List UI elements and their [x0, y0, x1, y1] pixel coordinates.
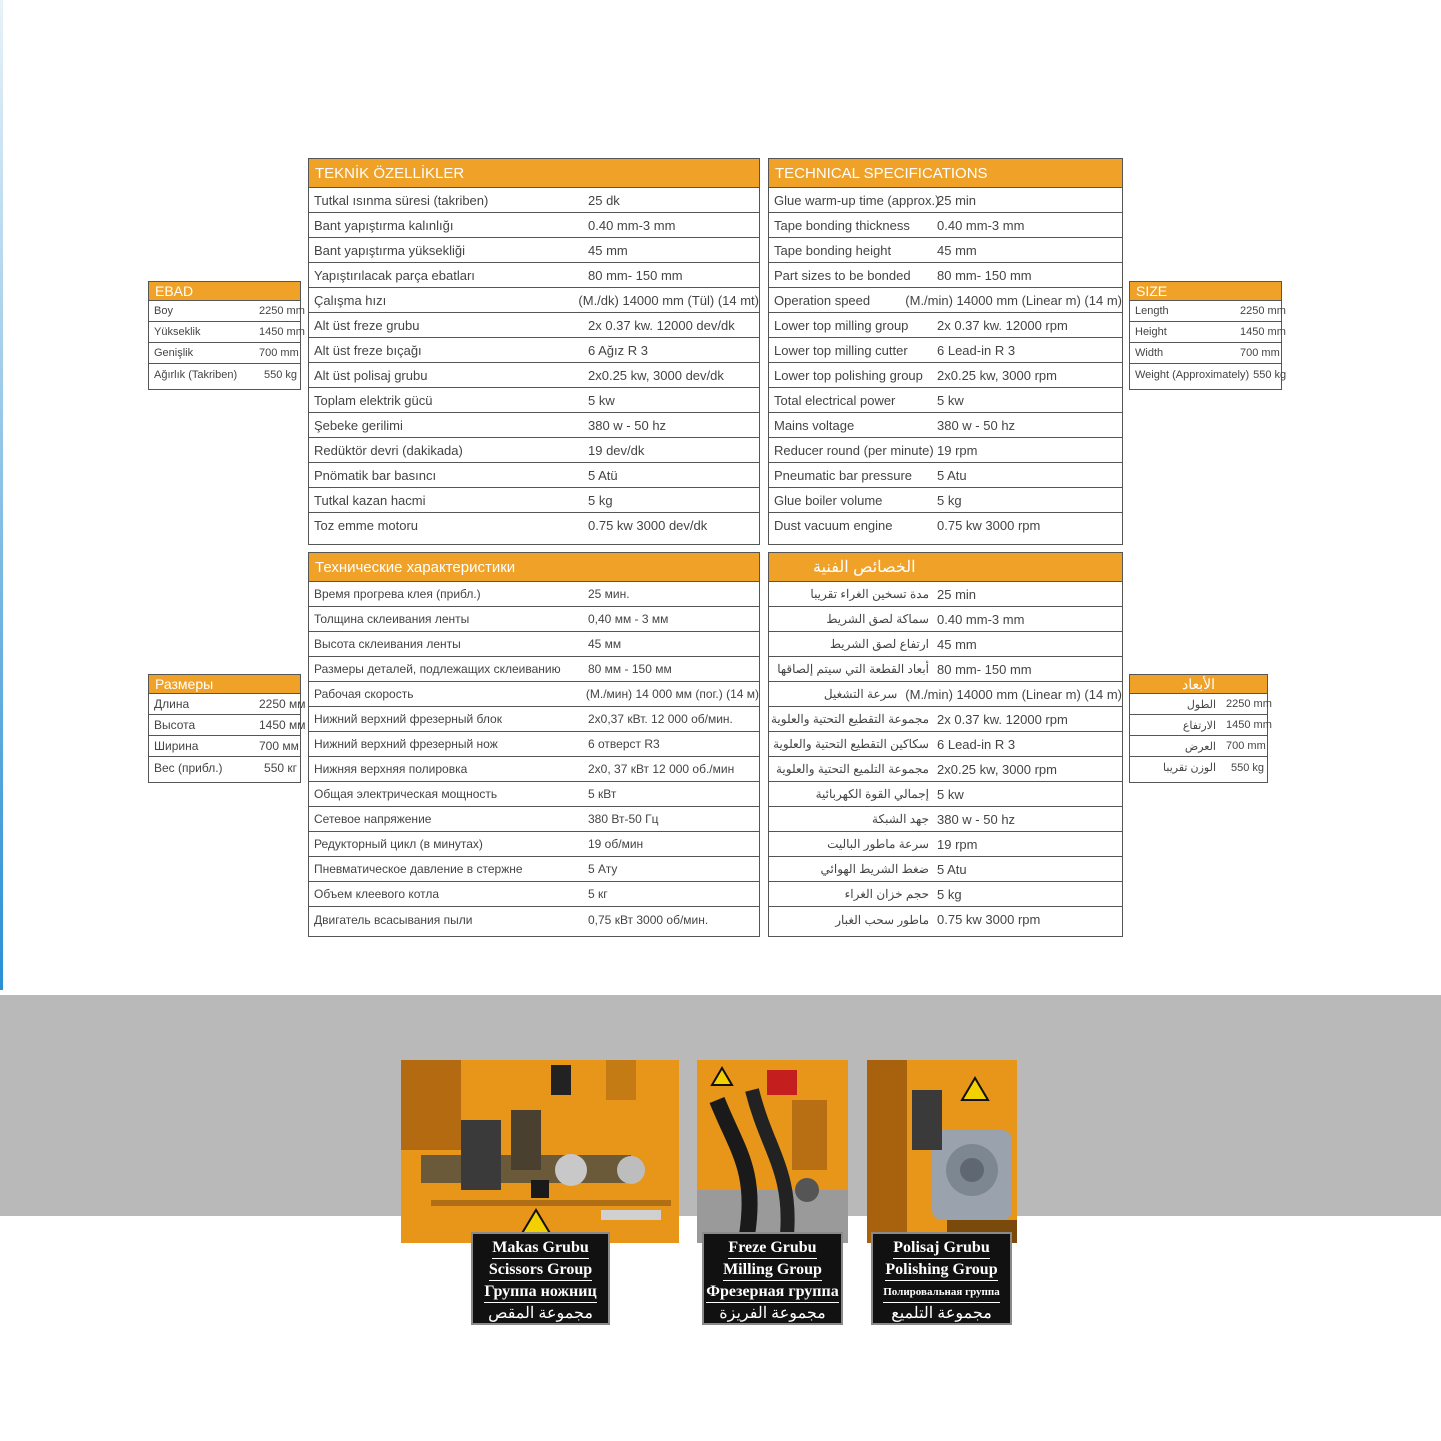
spec-value: 2х0,37 кВт. 12 000 об/мин. [588, 712, 733, 726]
spec-label: Нижний верхний фрезерный блок [314, 712, 502, 726]
size-value: 1450 mm [1240, 326, 1286, 338]
size-label: Width [1135, 347, 1164, 359]
spec-row [769, 582, 1122, 607]
spec-label: Çalışma hızı [314, 292, 387, 308]
caption-line: مجموعة المقص والقطع [488, 1305, 593, 1344]
spec-row [309, 388, 759, 413]
spec-row [309, 657, 759, 682]
size-value: 550 kg [1253, 368, 1287, 381]
spec-label: Двигатель всасывания пыли [314, 912, 473, 927]
size-row [1130, 757, 1267, 778]
spec-row [769, 857, 1122, 882]
size-table-english [1129, 281, 1287, 390]
caption-line: Freze Grubu [728, 1238, 816, 1259]
spec-row [309, 832, 759, 857]
spec-value: 25 min [937, 586, 977, 602]
spec-value: 6 Lead-in R 3 [937, 342, 1016, 358]
size-value: 700 mm [1226, 740, 1266, 752]
spec-row [309, 238, 759, 263]
spec-label: Glue boiler volume [774, 492, 883, 508]
spec-table-english [768, 158, 1123, 545]
size-label: Вес (прибл.) [154, 760, 223, 775]
spec-value: 6 отверст R3 [588, 737, 660, 751]
size-row [1130, 736, 1267, 757]
spec-value: 2x0.25 kw, 3000 rpm [937, 761, 1057, 777]
caption-line: Фрезерная группа [706, 1282, 838, 1303]
size-row [149, 736, 300, 757]
spec-row [769, 632, 1122, 657]
spec-row [769, 463, 1122, 488]
spec-value: 6 Ağız R 3 [588, 342, 648, 358]
spec-value: 5 kw [937, 392, 964, 408]
size-row [149, 322, 305, 343]
size-row [149, 364, 300, 385]
spec-label: Bant yapıştırma yüksekliği [314, 242, 466, 258]
spec-row [769, 757, 1122, 782]
size-value: 550 kg [263, 368, 297, 381]
size-label: العرض [1184, 740, 1216, 753]
size-label: Boy [154, 305, 173, 317]
spec-row [309, 263, 759, 288]
spec-value: 19 rpm [937, 442, 978, 458]
spec-value: 5 kg [937, 492, 962, 508]
size-value: 700 mm [1240, 347, 1280, 359]
spec-value: 5 Atu [937, 467, 967, 483]
spec-label: جهد الشبكة [872, 812, 929, 826]
spec-row [769, 907, 1122, 932]
size-label: Высота [154, 718, 196, 732]
size-row [149, 757, 300, 778]
spec-label: Tape bonding thickness [774, 217, 910, 233]
spec-value: 80 mm- 150 mm [937, 267, 1032, 283]
spec-row [309, 188, 759, 213]
spec-row [309, 632, 759, 657]
spec-row [309, 488, 759, 513]
spec-title: TEKNİK ÖZELLİKLER [309, 159, 759, 188]
spec-row [309, 213, 759, 238]
spec-value: 6 Lead-in R 3 [937, 736, 1016, 752]
spec-value: 0.75 kw 3000 dev/dk [588, 518, 708, 533]
spec-row [309, 288, 759, 313]
spec-value: 5 Atu [937, 861, 967, 877]
spec-value: 45 mm [588, 242, 628, 258]
spec-row [309, 682, 759, 707]
spec-row [309, 757, 759, 782]
spec-label: Пневматическое давление в стержне [314, 862, 523, 876]
spec-value: 5 kw [588, 392, 615, 408]
spec-row [769, 832, 1122, 857]
spec-row [309, 313, 759, 338]
spec-label: Pnömatik bar basıncı [314, 467, 437, 483]
spec-row [769, 657, 1122, 682]
spec-label: Общая электрическая мощность [314, 787, 498, 801]
spec-row [309, 782, 759, 807]
size-value: 2250 mm [259, 305, 305, 317]
spec-label: Размеры деталей, подлежащих склеиванию [314, 662, 561, 676]
size-label: الارتفاع [1182, 719, 1216, 732]
spec-row [769, 682, 1122, 707]
size-value: 550 кг [264, 760, 297, 775]
spec-title: TECHNICAL SPECIFICATIONS [769, 159, 1122, 188]
spec-value: 19 rpm [937, 836, 978, 852]
spec-row [769, 732, 1122, 757]
size-row [1130, 694, 1272, 715]
spec-value: 2х0, 37 кВт 12 000 об./мин [588, 762, 735, 776]
spec-row [309, 463, 759, 488]
spec-value: (M./min) 14000 mm (Linear m) (14 m) [905, 686, 1122, 702]
spec-label: Сетевое напряжение [314, 812, 432, 826]
spec-label: Lower top milling cutter [774, 342, 908, 358]
size-table-russian [148, 674, 306, 783]
spec-label: Редукторный цикл (в минутах) [314, 837, 483, 851]
size-label: الوزن تقريبا [1163, 762, 1216, 774]
spec-value: 2x0.25 kw, 3000 dev/dk [588, 367, 724, 383]
spec-label: سرعة التشغيل [823, 687, 898, 701]
spec-label: Total electrical power [774, 392, 896, 408]
spec-value: 5 kw [937, 786, 964, 802]
spec-row [769, 607, 1122, 632]
size-row [1130, 301, 1286, 322]
spec-row [769, 388, 1122, 413]
size-value: 700 mm [259, 347, 299, 359]
size-label: Genişlik [154, 347, 194, 359]
spec-label: Высота склеивания ленты [314, 637, 461, 651]
spec-row [309, 363, 759, 388]
spec-label: Tutkal kazan hacmi [314, 492, 426, 508]
page-edge-accent [0, 0, 3, 990]
spec-row [309, 413, 759, 438]
spec-value: 5 kg [588, 492, 613, 508]
spec-label: Нижняя верхняя полировка [314, 762, 468, 776]
spec-label: Alt üst polisaj grubu [314, 367, 428, 383]
size-label: Weight (Approximately) [1135, 368, 1250, 381]
caption-line: مجموعة الفريزة [719, 1305, 826, 1322]
spec-row [769, 413, 1122, 438]
size-title: EBAD [149, 282, 300, 301]
spec-label: إجمالي القوة الكهربائية [815, 787, 929, 801]
spec-label: Tutkal ısınma süresi (takriben) [314, 192, 489, 208]
spec-label: Alt üst freze grubu [314, 317, 420, 333]
spec-label: Toplam elektrik gücü [314, 392, 433, 408]
spec-label: Toz emme motoru [314, 518, 419, 533]
spec-row [309, 338, 759, 363]
spec-value: 2x 0.37 kw. 12000 dev/dk [588, 317, 735, 333]
spec-value: 2x 0.37 kw. 12000 rpm [937, 711, 1068, 727]
spec-value: 0.75 kw 3000 rpm [937, 912, 1041, 927]
size-row [149, 301, 305, 322]
spec-value: 380 w - 50 hz [588, 417, 667, 433]
size-title: الأبعاد [1130, 675, 1267, 694]
size-label: Ширина [154, 739, 199, 753]
spec-label: Толщина склеивания ленты [314, 612, 470, 626]
spec-label: أبعاد القطعة التي سيتم إلصاقها [777, 662, 929, 676]
spec-row [769, 782, 1122, 807]
spec-row [309, 807, 759, 832]
spec-label: حجم خزان الغراء [844, 887, 929, 901]
spec-label: Reducer round (per minute) [774, 442, 934, 458]
spec-title: الخصائص الفنية [769, 553, 1122, 582]
spec-label: مجموعة التلميع التحتية والعلوية [776, 762, 929, 776]
spec-value: 380 w - 50 hz [937, 811, 1016, 827]
spec-label: Время прогрева клея (прибл.) [314, 587, 481, 601]
spec-value: (М./мин) 14 000 мм (пог.) (14 м) [585, 687, 759, 701]
caption-line: Polisaj Grubu [893, 1238, 989, 1259]
spec-value: 25 min [937, 192, 977, 208]
spec-table-arabic [768, 552, 1123, 937]
spec-row [309, 707, 759, 732]
size-label: Ağırlık (Takriben) [154, 368, 238, 381]
spec-value: 80 mm- 150 mm [588, 267, 683, 283]
spec-label: Redüktör devri (dakikada) [314, 442, 463, 458]
caption-polishing-group [871, 1232, 1012, 1325]
size-value: 2250 мм [259, 697, 306, 711]
spec-row [309, 438, 759, 463]
spec-value: 45 mm [937, 242, 977, 258]
spec-row [769, 338, 1122, 363]
spec-row [769, 513, 1122, 538]
caption-scissors-group [471, 1232, 610, 1344]
spec-label: Нижний верхний фрезерный нож [314, 737, 498, 751]
size-label: Length [1135, 305, 1169, 317]
caption-line: Полировальная группа [883, 1282, 999, 1303]
spec-row [769, 188, 1122, 213]
spec-row [309, 607, 759, 632]
spec-row [309, 732, 759, 757]
spec-value: 380 Вт-50 Гц [588, 812, 659, 826]
spec-row [309, 907, 759, 932]
spec-label: Mains voltage [774, 417, 855, 433]
scissors-group-photo [401, 1060, 679, 1243]
spec-label: Part sizes to be bonded [774, 267, 911, 283]
spec-label: مدة تسخين الغراء تقريبا [810, 587, 929, 601]
spec-value: 19 об/мин [588, 837, 644, 851]
spec-value: 0,40 мм - 3 мм [588, 612, 669, 626]
size-label: Yükseklik [154, 326, 201, 338]
spec-row [769, 438, 1122, 463]
spec-label: Dust vacuum engine [774, 518, 893, 533]
spec-value: 80 мм - 150 мм [588, 662, 672, 676]
size-row [1130, 364, 1287, 385]
size-title: Размеры [149, 675, 300, 694]
spec-label: Рабочая скорость [314, 687, 414, 701]
size-row [149, 343, 300, 364]
spec-row [769, 313, 1122, 338]
size-value: 2250 mm [1226, 698, 1272, 710]
spec-value: 5 Ату [588, 862, 618, 876]
spec-value: 45 mm [937, 636, 977, 652]
size-value: 2250 mm [1240, 305, 1286, 317]
spec-row [769, 238, 1122, 263]
caption-line: Milling Group [723, 1260, 822, 1281]
spec-row [769, 882, 1122, 907]
spec-label: مجموعة التقطيع التحتية والعلوية [771, 712, 929, 726]
size-row [149, 715, 306, 736]
spec-label: Alt üst freze bıçağı [314, 342, 422, 358]
spec-value: 25 мин. [588, 587, 630, 601]
spec-row [769, 213, 1122, 238]
caption-line: Polishing Group [885, 1260, 997, 1281]
size-label: Height [1135, 326, 1167, 338]
size-value: 1450 мм [259, 718, 306, 732]
spec-value: 19 dev/dk [588, 442, 645, 458]
size-value: 1450 mm [1226, 719, 1272, 731]
spec-label: Yapıştırılacak parça ebatları [314, 267, 475, 283]
spec-label: Pneumatic bar pressure [774, 467, 913, 483]
spec-label: Объем клеевого котла [314, 887, 440, 901]
spec-label: سكاكين التقطيع التحتية والعلوية [773, 737, 929, 751]
spec-label: Glue warm-up time (approx.) [774, 192, 940, 208]
spec-value: 5 Atü [588, 467, 618, 483]
caption-milling-group [702, 1232, 843, 1325]
caption-line: مجموعة التلميع [891, 1305, 992, 1322]
spec-value: 25 dk [588, 192, 620, 208]
size-label: الطول [1186, 698, 1216, 711]
spec-label: سرعة ماطور الباليت [827, 837, 929, 851]
size-label: Длина [154, 697, 190, 711]
spec-value: 80 mm- 150 mm [937, 661, 1032, 677]
spec-value: 0,75 кВт 3000 об/мин. [588, 912, 709, 927]
polishing-group-photo [867, 1060, 1017, 1243]
spec-label: Lower top polishing group [774, 367, 923, 383]
caption-line: Scissors Group [489, 1260, 592, 1281]
size-table-arabic [1129, 674, 1272, 783]
spec-row [769, 488, 1122, 513]
spec-value: (M./min) 14000 mm (Linear m) (14 m) [905, 292, 1122, 308]
spec-row [769, 263, 1122, 288]
size-row [1130, 322, 1286, 343]
spec-row [309, 513, 759, 538]
spec-table-russian [308, 552, 760, 937]
size-row [1130, 343, 1281, 364]
spec-value: 0.40 mm-3 mm [937, 611, 1025, 627]
spec-value: 5 кВт [588, 787, 617, 801]
spec-value: 0.75 kw 3000 rpm [937, 518, 1041, 533]
spec-value: 5 kg [937, 886, 962, 902]
spec-value: (M./dk) 14000 mm (Tül) (14 mt) [578, 292, 759, 308]
spec-row [769, 288, 1122, 313]
spec-label: ارتفاع لصق الشريط [829, 637, 929, 651]
spec-row [769, 363, 1122, 388]
size-title: SIZE [1130, 282, 1281, 301]
spec-label: ماطور سحب الغبار [835, 912, 929, 927]
caption-line: Makas Grubu [492, 1238, 588, 1259]
spec-table-turkish [308, 158, 760, 545]
spec-label: Bant yapıştırma kalınlığı [314, 217, 454, 233]
spec-row [309, 857, 759, 882]
spec-label: Şebeke gerilimi [314, 417, 403, 433]
spec-value: 2x0.25 kw, 3000 rpm [937, 367, 1057, 383]
spec-row [309, 582, 759, 607]
size-row [1130, 715, 1272, 736]
milling-group-photo [697, 1060, 848, 1243]
spec-value: 0.40 mm-3 mm [937, 217, 1025, 233]
spec-title: Технические характеристики [309, 553, 759, 582]
caption-line: Группа ножниц [484, 1282, 596, 1303]
spec-value: 2x 0.37 kw. 12000 rpm [937, 317, 1068, 333]
size-row [149, 694, 306, 715]
spec-label: سماكة لصق الشريط [826, 612, 929, 626]
spec-value: 380 w - 50 hz [937, 417, 1016, 433]
size-value: 1450 mm [259, 326, 305, 338]
spec-value: 5 кг [588, 887, 608, 901]
spec-label: ضغط الشريط الهوائي [820, 862, 929, 876]
size-value: 700 мм [259, 739, 299, 753]
spec-value: 45 мм [588, 637, 622, 651]
spec-row [769, 807, 1122, 832]
spec-row [769, 707, 1122, 732]
spec-label: Tape bonding height [774, 242, 892, 258]
spec-label: Lower top milling group [774, 317, 909, 333]
spec-value: 0.40 mm-3 mm [588, 217, 676, 233]
size-value: 550 kg [1230, 761, 1264, 774]
size-table-turkish [148, 281, 305, 390]
spec-row [309, 882, 759, 907]
spec-label: Operation speed [774, 292, 871, 308]
